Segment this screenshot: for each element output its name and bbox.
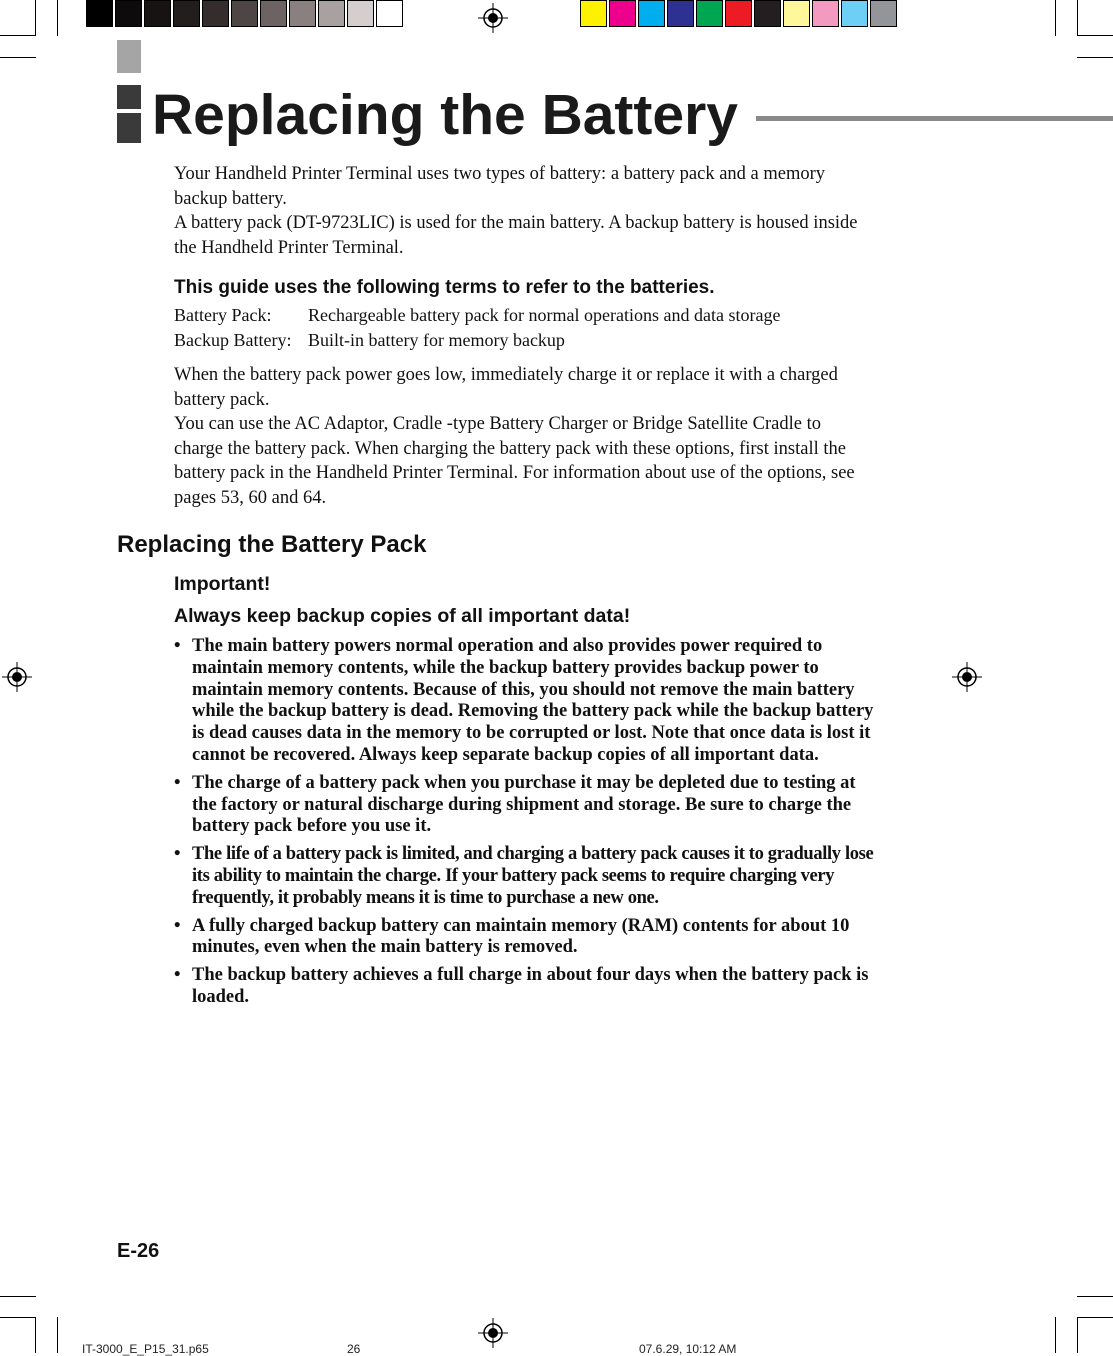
title-rule bbox=[756, 116, 1113, 121]
color-swatch bbox=[667, 0, 694, 27]
process-color-bar bbox=[580, 0, 899, 27]
low-power-paragraph: When the battery pack power goes low, immediately charge it or replace it with a charged battery pack. bbox=[174, 365, 838, 410]
color-swatch bbox=[696, 0, 723, 27]
list-item: • The main battery powers normal operation and also provides power required to maintain memory contents, while the backup battery provides backup power to maintain memory contents. Because of this, you should not remove the main battery while the backup battery is dead. Removing the battery pack while the backup battery is dead causes data in the memory to be corrupted or lost. Note that once data is lost it cannot be recovered. Always keep separate backup copies of all important data. bbox=[174, 636, 874, 765]
bullet-icon: • bbox=[174, 915, 181, 936]
term-label: Battery Pack: bbox=[174, 305, 272, 325]
registration-crosshair-icon bbox=[478, 1318, 508, 1348]
list-item: • The life of a battery pack is limited, and charging a battery pack causes it to gradually lose its ability to maintain the charge. If your battery pack seems to require charging very frequently, it probably means it is time to purchase a new one. bbox=[174, 844, 874, 908]
low-power-text bbox=[174, 363, 874, 510]
color-swatch bbox=[260, 0, 287, 27]
page-number: E-26 bbox=[117, 1240, 160, 1262]
intro-paragraph: Your Handheld Printer Terminal uses two types of battery: a battery pack and a memory backup battery. bbox=[174, 164, 826, 209]
list-item: • The backup battery achieves a full charge in about four days when the battery pack is loaded. bbox=[174, 965, 869, 1007]
color-swatch bbox=[870, 0, 897, 27]
color-swatch bbox=[347, 0, 374, 27]
color-swatch bbox=[580, 0, 607, 27]
gray-color-bar bbox=[86, 0, 405, 27]
important-note: Always keep backup copies of all important data! bbox=[174, 605, 631, 627]
low-power-paragraph: You can use the AC Adaptor, Cradle -type Battery Charger or Bridge Satellite Cradle to charge the battery pack. When charging the battery pack with these options, first install the battery pack in the Handheld Printer Terminal. For information about use of the options, see pages 53, 60 and 64. bbox=[174, 414, 855, 508]
color-swatch bbox=[638, 0, 665, 27]
color-swatch bbox=[841, 0, 868, 27]
intro-text bbox=[174, 162, 874, 260]
color-swatch bbox=[289, 0, 316, 27]
color-swatch bbox=[609, 0, 636, 27]
terms-heading: This guide uses the following terms to refer to the batteries. bbox=[174, 277, 715, 298]
slug-date: 07.6.29, 10:12 AM bbox=[639, 1342, 737, 1356]
bullet-icon: • bbox=[174, 965, 181, 986]
term-description: Built-in battery for memory backup bbox=[308, 330, 565, 350]
term-label: Backup Battery: bbox=[174, 330, 292, 350]
color-swatch bbox=[318, 0, 345, 27]
list-item: • The charge of a battery pack when you purchase it may be depleted due to testing at the factory or natural discharge during shipment and storage. Be sure to charge the battery pack before you use it. bbox=[174, 772, 856, 837]
bullet-icon: • bbox=[174, 844, 181, 865]
terms-list bbox=[174, 303, 780, 353]
important-bullet-list bbox=[174, 636, 874, 1015]
title-accent-squares bbox=[117, 40, 141, 143]
bullet-icon: • bbox=[174, 636, 181, 656]
color-swatch bbox=[783, 0, 810, 27]
important-label: Important! bbox=[174, 573, 271, 595]
color-swatch bbox=[812, 0, 839, 27]
color-swatch bbox=[754, 0, 781, 27]
registration-crosshair-icon bbox=[952, 662, 982, 692]
color-swatch bbox=[202, 0, 229, 27]
slug-page: 26 bbox=[347, 1342, 361, 1356]
term-description: Rechargeable battery pack for normal operations and data storage bbox=[308, 305, 781, 325]
page-title: Replacing the Battery bbox=[152, 83, 738, 147]
slug-filename: IT-3000_E_P15_31.p65 bbox=[82, 1342, 209, 1356]
list-item: • A fully charged backup battery can maintain memory (RAM) contents for about 10 minutes, even when the main battery is removed. bbox=[174, 915, 850, 958]
bullet-icon: • bbox=[174, 772, 181, 793]
section-heading: Replacing the Battery Pack bbox=[117, 531, 427, 558]
term-row bbox=[174, 303, 780, 328]
color-swatch bbox=[376, 0, 403, 27]
color-swatch bbox=[115, 0, 142, 27]
registration-crosshair-icon bbox=[478, 3, 508, 33]
color-swatch bbox=[173, 0, 200, 27]
color-swatch bbox=[231, 0, 258, 27]
intro-paragraph: A battery pack (DT-9723LIC) is used for the main battery. A backup battery is housed inside the Handheld Printer Terminal. bbox=[174, 213, 858, 258]
color-swatch bbox=[725, 0, 752, 27]
term-row bbox=[174, 328, 780, 353]
registration-crosshair-icon bbox=[2, 662, 32, 692]
color-swatch bbox=[86, 0, 113, 27]
color-swatch bbox=[144, 0, 171, 27]
